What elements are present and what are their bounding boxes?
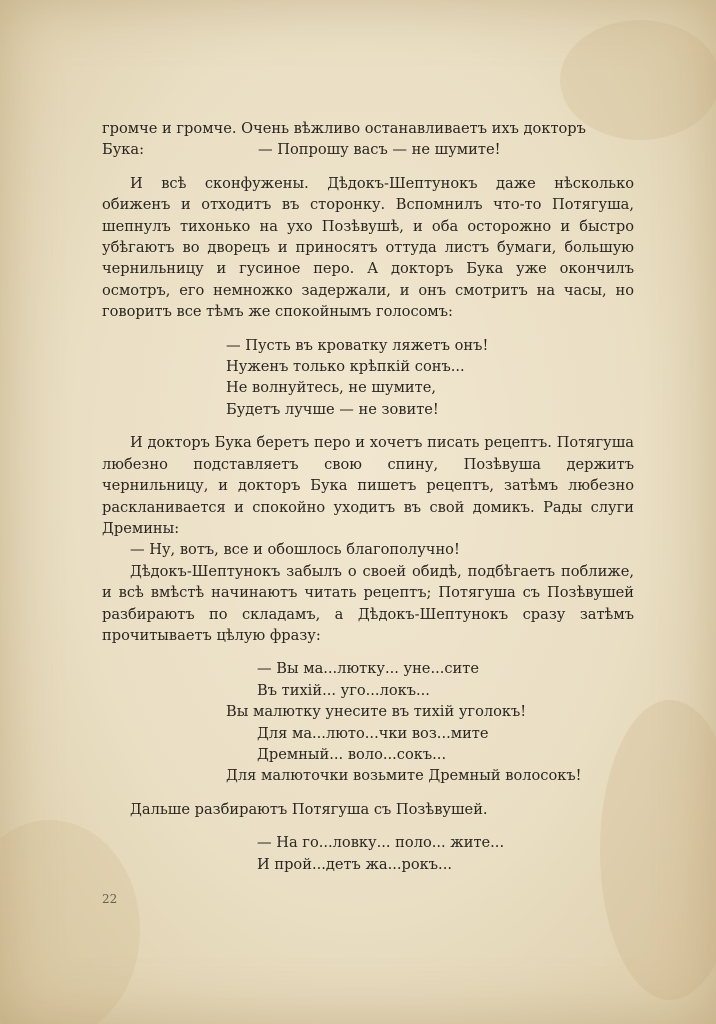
paragraph-6: Дальше разбираютъ Потягуша съ Позѣвушей. bbox=[130, 800, 488, 818]
verse-3-line: И прой...детъ жа...рокъ... bbox=[257, 855, 452, 873]
verse-2-line: Для ма...люто...чки воз...мите bbox=[257, 724, 489, 742]
verse-2 bbox=[102, 658, 634, 786]
paragraph-1-line-2: Бука: bbox=[102, 141, 145, 159]
verse-1-line: — Пусть въ кроватку ляжетъ онъ! bbox=[226, 336, 489, 354]
paragraph-1-line-1: громче и громче. Очень вѣжливо останавливаетъ ихъ докторъ bbox=[102, 120, 586, 137]
verse-2-line: — Вы ма...лютку... уне...сите bbox=[257, 660, 479, 678]
verse-3 bbox=[102, 832, 634, 875]
quote-1: — Попрошу васъ — не шумите! bbox=[258, 141, 501, 159]
verse-1 bbox=[102, 335, 634, 421]
page-number: 22 bbox=[102, 892, 118, 906]
verse-2-line: Въ тихій... уго...локъ... bbox=[257, 681, 430, 699]
paragraph-5: Дѣдокъ-Шептунокъ забылъ о своей обидѣ, подбѣгаетъ поближе, и всѣ вмѣстѣ начинаютъ читать рецептъ; Потягуша съ Позѣвушей разбираютъ по складамъ, а Дѣдокъ-Шептунокъ сразу затѣмъ прочитываетъ цѣлую фразу: bbox=[102, 562, 634, 644]
verse-3-line: — На го...ловку... поло... жите... bbox=[257, 834, 505, 852]
verse-1-line: Будетъ лучше — не зовите! bbox=[226, 400, 439, 418]
paragraph-4: — Ну, вотъ, все и обошлось благополучно! bbox=[130, 541, 460, 559]
verse-2-line: Для малюточки возьмите Дремный волосокъ! bbox=[226, 767, 582, 785]
verse-2-line: Дремный... воло...сокъ... bbox=[257, 745, 447, 763]
page-text bbox=[102, 118, 634, 875]
verse-1-line: Нуженъ только крѣпкій сонъ... bbox=[226, 358, 465, 376]
verse-1-line: Не волнуйтесь, не шумите, bbox=[226, 379, 437, 397]
paragraph-2: И всѣ сконфужены. Дѣдокъ-Шептунокъ даже нѣсколько обиженъ и отходитъ въ сторонку. Вспомнилъ что-то Потягуша, шепнулъ тихонько на ухо Позѣвушѣ, и оба осторожно и быстро убѣгаютъ во дворецъ и приносятъ оттуда листъ бумаги, большую чернильницу и гусиное перо. А докторъ Бука уже окончилъ осмотръ, его немножко задержали, и онъ смотритъ на часы, но говоритъ все тѣмъ же спокойнымъ голосомъ: bbox=[102, 174, 634, 321]
paragraph-3: И докторъ Бука беретъ перо и хочетъ писать рецептъ. Потягуша любезно подставляетъ свою спину, Позѣвуша держитъ чернильницу, и докторъ Бука пишетъ рецептъ, затѣмъ любезно раскланивается и спокойно уходитъ въ свой домикъ. Рады слуги Дремины: bbox=[102, 434, 634, 537]
verse-2-line: Вы малютку унесите въ тихій уголокъ! bbox=[226, 703, 527, 721]
